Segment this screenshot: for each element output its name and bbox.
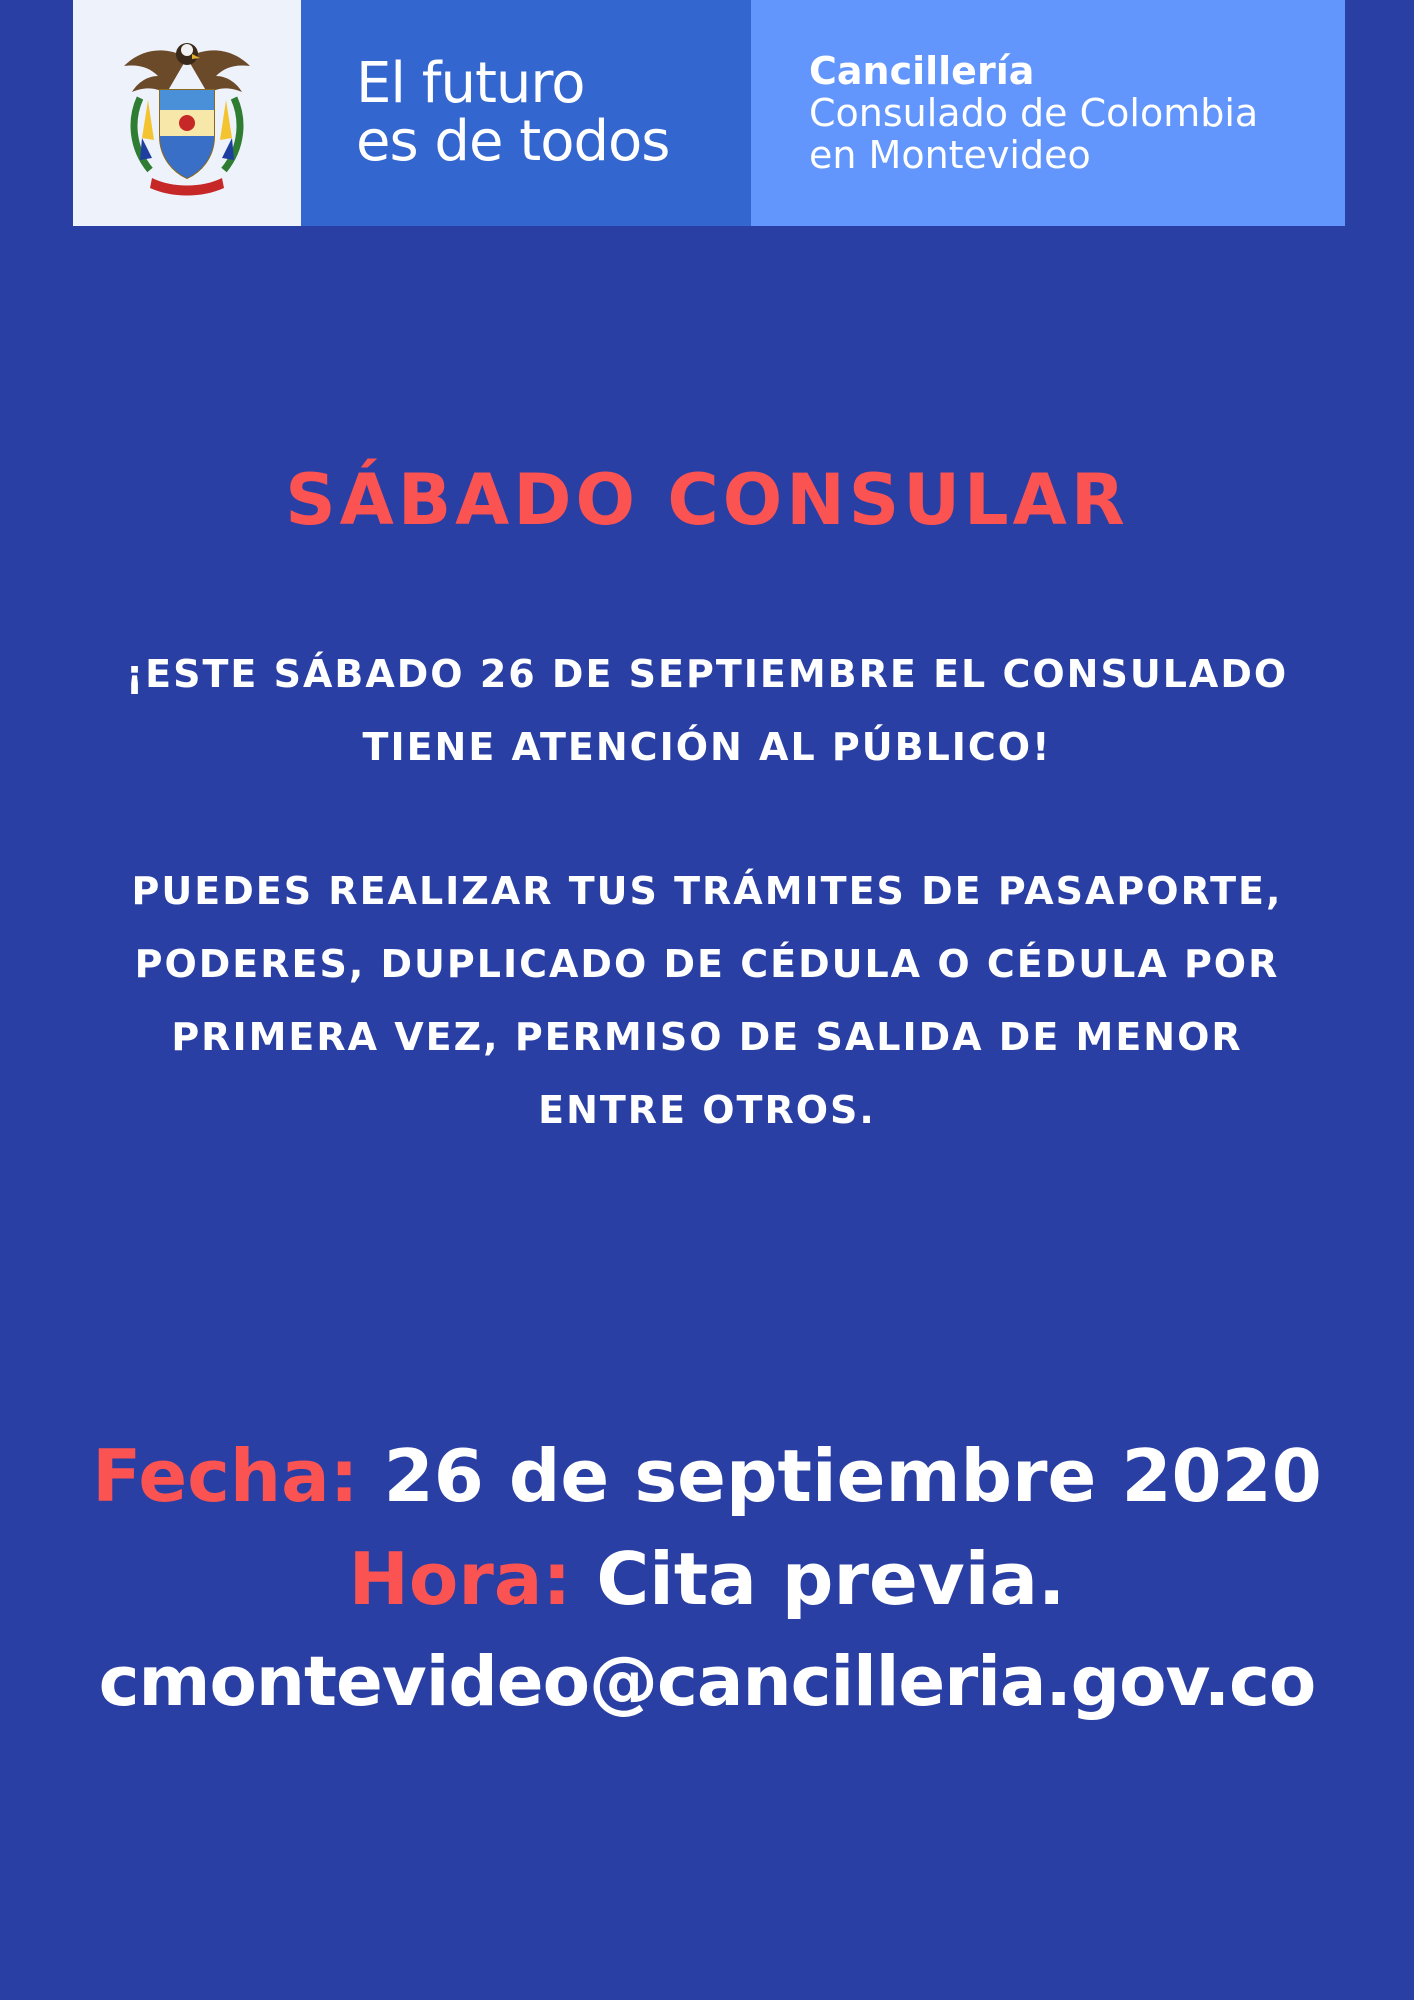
slogan-panel — [301, 0, 751, 226]
services-description — [0, 855, 1414, 1147]
time-value: Cita previa. — [596, 1537, 1066, 1621]
colombia-coat-of-arms-icon — [112, 28, 262, 198]
slogan-line-1: El futuro — [356, 51, 585, 116]
org-panel — [751, 0, 1345, 226]
announcement — [0, 638, 1414, 784]
services-line-4: ENTRE OTROS. — [538, 1088, 876, 1132]
page-title: SÁBADO CONSULAR — [285, 459, 1129, 541]
contact-email: cmontevideo@cancilleria.gov.co — [98, 1642, 1316, 1722]
services-line-1: PUEDES REALIZAR TUS TRÁMITES DE PASAPORTE, — [131, 869, 1283, 913]
slogan-line-2: es de todos — [356, 109, 670, 174]
time-label: Hora: — [348, 1537, 597, 1621]
date-label: Fecha: — [92, 1434, 384, 1518]
announcement-line-2: TIENE ATENCIÓN AL PÚBLICO! — [362, 725, 1052, 769]
date-row — [0, 1425, 1414, 1528]
services-line-3: PRIMERA VEZ, PERMISO DE SALIDA DE MENOR — [171, 1015, 1243, 1059]
time-row — [0, 1528, 1414, 1631]
org-line-2: Consulado de Colombia — [809, 91, 1259, 135]
services-line-2: PODERES, DUPLICADO DE CÉDULA O CÉDULA POR — [134, 942, 1280, 986]
event-details — [0, 1425, 1414, 1734]
org-line-3: en Montevideo — [809, 133, 1091, 177]
header-banner — [73, 0, 1345, 226]
announcement-line-1: ¡ESTE SÁBADO 26 DE SEPTIEMBRE EL CONSULADO — [125, 652, 1289, 696]
date-value: 26 de septiembre 2020 — [383, 1434, 1322, 1518]
org-name: Cancillería — [809, 49, 1035, 93]
crest-panel — [73, 0, 301, 226]
